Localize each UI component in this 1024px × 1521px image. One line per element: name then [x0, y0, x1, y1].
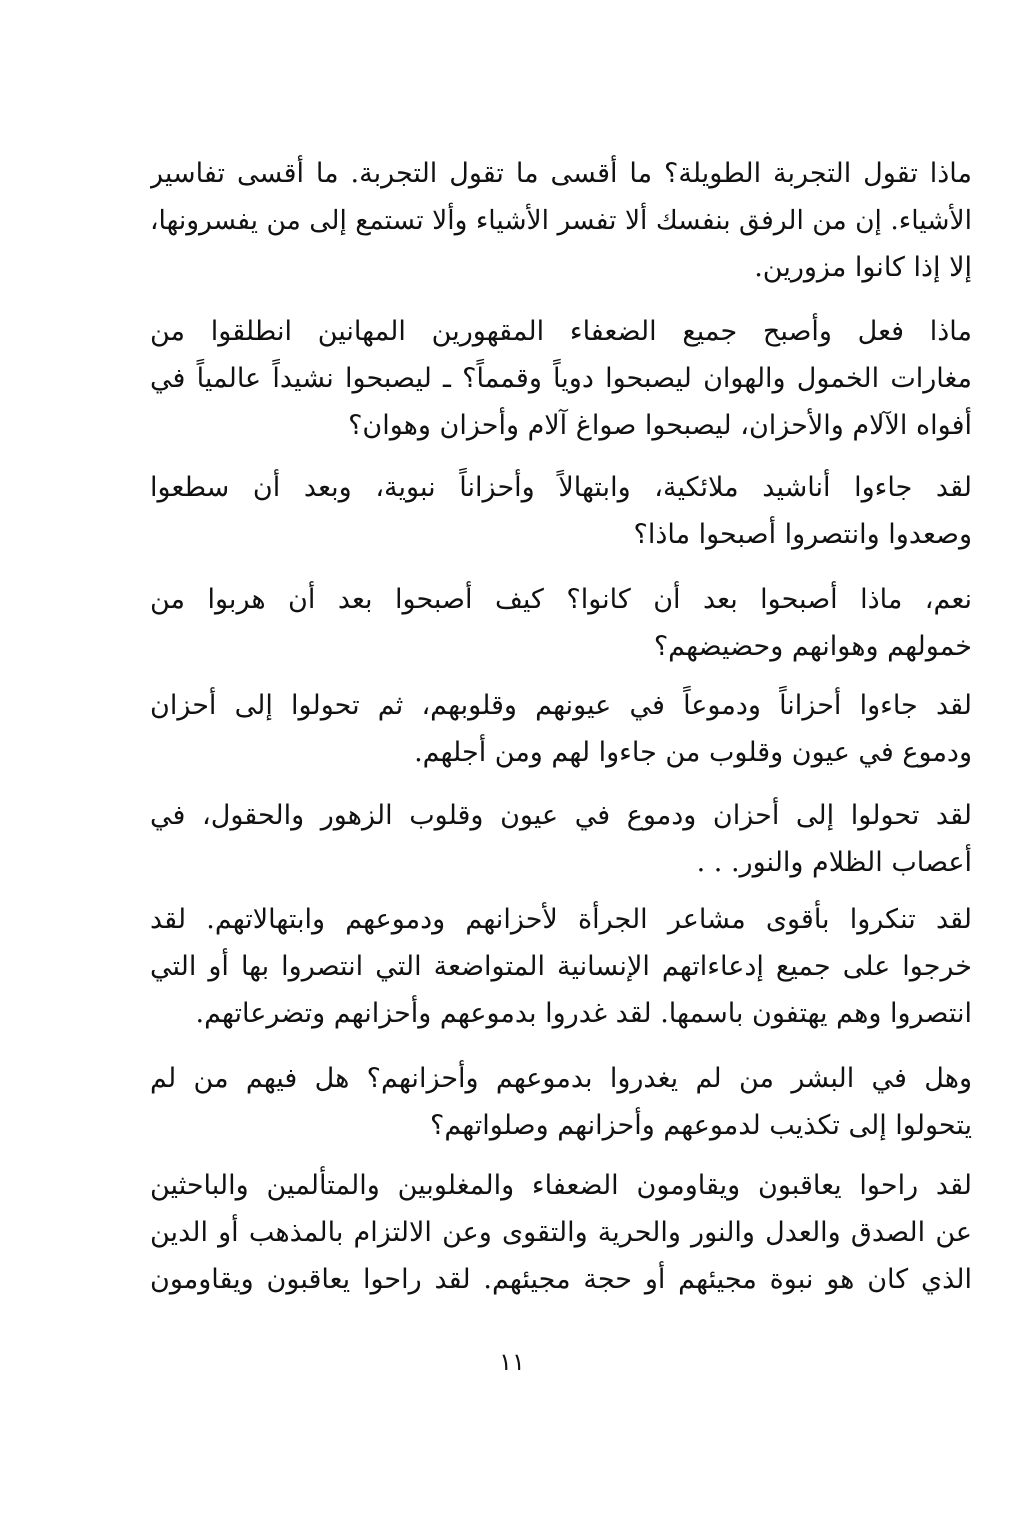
- text-line: لقد تحولوا إلى أحزان ودموع في عيون وقلوب الزهور والحقول، في: [150, 800, 972, 831]
- text-line: لقد تنكروا بأقوى مشاعر الجرأة لأحزانهم ودموعهم وابتهالاتهم. لقد: [150, 904, 972, 935]
- text-line: أفواه الآلام والأحزان، ليصبحوا صواغ آلام وأحزان وهوان؟: [348, 410, 972, 441]
- text-line: مغارات الخمول والهوان ليصبحوا دوياً وقمماً؟ ـ ليصبحوا نشيداً عالمياً في: [150, 363, 972, 394]
- text-line: ودموع في عيون وقلوب من جاءوا لهم ومن أجلهم.: [414, 737, 972, 768]
- text-line: يتحولوا إلى تكذيب لدموعهم وأحزانهم وصلواتهم؟: [430, 1110, 972, 1141]
- text-line: لقد جاءوا أحزاناً ودموعاً في عيونهم وقلوبهم، ثم تحولوا إلى أحزان: [150, 690, 972, 721]
- text-line: لقد جاءوا أناشيد ملائكية، وابتهالاً وأحزاناً نبوية، وبعد أن سطعوا: [150, 472, 972, 503]
- text-line: ماذا تقول التجربة الطويلة؟ ما أقسى ما تقول التجربة. ما أقسى تفاسير: [150, 158, 972, 189]
- text-line: وهل في البشر من لم يغدروا بدموعهم وأحزانهم؟ هل فيهم من لم: [150, 1063, 972, 1094]
- text-line: الذي كان هو نبوة مجيئهم أو حجة مجيئهم. لقد راحوا يعاقبون ويقاومون: [150, 1264, 972, 1295]
- text-line: عن الصدق والعدل والنور والحرية والتقوى وعن الالتزام بالمذهب أو الدين: [150, 1217, 972, 1248]
- text-line: خمولهم وهوانهم وحضيضهم؟: [653, 631, 972, 662]
- text-line: نعم، ماذا أصبحوا بعد أن كانوا؟ كيف أصبحوا بعد أن هربوا من: [150, 584, 972, 615]
- text-line: خرجوا على جميع إدعاءاتهم الإنسانية المتواضعة التي انتصروا بها أو التي: [150, 951, 972, 982]
- page-number: ١١: [499, 1348, 525, 1376]
- text-line: وصعدوا وانتصروا أصبحوا ماذا؟: [633, 519, 972, 550]
- text-line: إلا إذا كانوا مزورين.: [754, 252, 972, 283]
- text-line: أعصاب الظلام والنور. . .: [696, 847, 972, 878]
- text-line: الأشياء. إن من الرفق بنفسك ألا تفسر الأشياء وألا تستمع إلى من يفسرونها،: [150, 205, 972, 236]
- text-line: ماذا فعل وأصبح جميع الضعفاء المقهورين المهانين انطلقوا من: [150, 316, 972, 347]
- text-line: انتصروا وهم يهتفون باسمها. لقد غدروا بدموعهم وأحزانهم وتضرعاتهم.: [195, 998, 972, 1029]
- text-line: لقد راحوا يعاقبون ويقاومون الضعفاء والمغلوبين والمتألمين والباحثين: [150, 1170, 972, 1201]
